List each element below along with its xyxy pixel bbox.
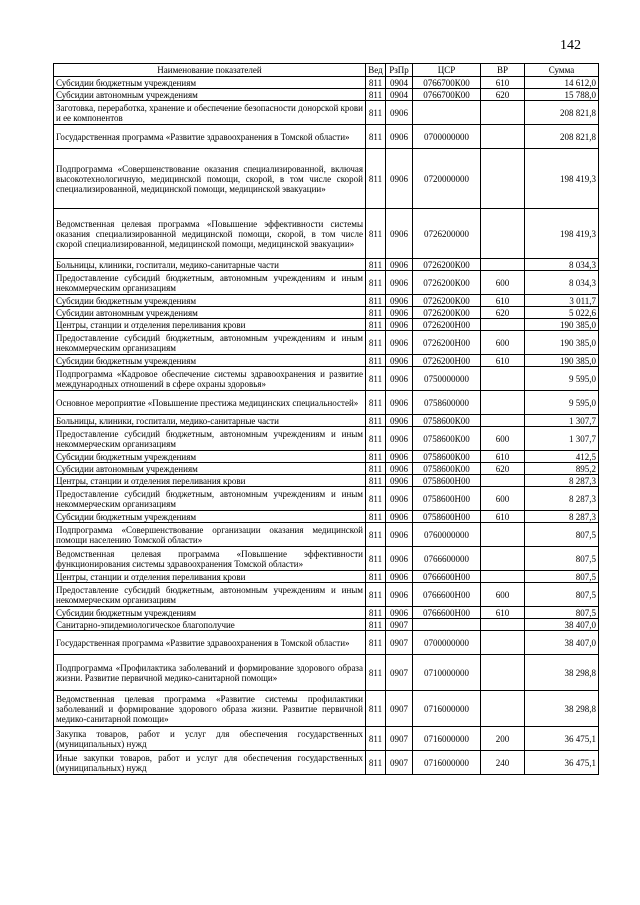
cell-ved: 811 <box>366 125 386 149</box>
cell-sum: 412,5 <box>525 451 599 463</box>
cell-sum: 8 287,3 <box>525 475 599 487</box>
cell-ved: 811 <box>366 319 386 331</box>
table-row <box>54 571 599 583</box>
cell-ved: 811 <box>366 655 386 691</box>
cell-rzpr: 0906 <box>386 475 413 487</box>
table-row <box>54 475 599 487</box>
cell-csr: 0726200Н00 <box>413 331 481 355</box>
cell-ved: 811 <box>366 451 386 463</box>
cell-csr: 0726200К00 <box>413 307 481 319</box>
cell-rzpr: 0906 <box>386 149 413 209</box>
cell-sum: 198 419,3 <box>525 149 599 209</box>
cell-csr: 0710000000 <box>413 655 481 691</box>
cell-name: Центры, станции и отделения переливания крови <box>54 475 366 487</box>
cell-ved: 811 <box>366 295 386 307</box>
cell-ved: 811 <box>366 259 386 271</box>
cell-ved: 811 <box>366 487 386 511</box>
cell-name: Подпрограмма «Совершенствование организации оказания медицинской помощи населению Томской области» <box>54 523 366 547</box>
cell-sum: 190 385,0 <box>525 319 599 331</box>
cell-sum: 190 385,0 <box>525 355 599 367</box>
cell-vr: 610 <box>481 295 525 307</box>
cell-rzpr: 0906 <box>386 451 413 463</box>
cell-ved: 811 <box>366 271 386 295</box>
cell-name: Центры, станции и отделения переливания крови <box>54 571 366 583</box>
cell-csr <box>413 619 481 631</box>
cell-ved: 811 <box>366 631 386 655</box>
cell-sum: 8 034,3 <box>525 259 599 271</box>
cell-ved: 811 <box>366 89 386 101</box>
cell-name: Подпрограмма «Кадровое обеспечение системы здравоохранения и развитие международных отношений в сфере охраны здоровья» <box>54 367 366 391</box>
cell-vr <box>481 547 525 571</box>
cell-sum: 15 788,0 <box>525 89 599 101</box>
cell-csr: 0766700К00 <box>413 89 481 101</box>
cell-rzpr: 0906 <box>386 487 413 511</box>
header-name: Наименование показателей <box>54 64 366 77</box>
cell-ved: 811 <box>366 607 386 619</box>
page-number: 142 <box>560 38 581 53</box>
table-row <box>54 511 599 523</box>
cell-name: Субсидии автономным учреждениям <box>54 463 366 475</box>
cell-ved: 811 <box>366 391 386 415</box>
cell-name: Подпрограмма «Совершенствование оказания специализированной, включая высокотехнологичную, медицинской помощи, скорой, в том числе скорой специализированной, медицинской помощи, медицинской эвакуации» <box>54 149 366 209</box>
cell-ved: 811 <box>366 149 386 209</box>
cell-sum: 807,5 <box>525 547 599 571</box>
cell-ved: 811 <box>366 415 386 427</box>
cell-ved: 811 <box>366 209 386 259</box>
cell-sum: 208 821,8 <box>525 125 599 149</box>
cell-sum: 8 287,3 <box>525 487 599 511</box>
table-row <box>54 367 599 391</box>
cell-rzpr: 0906 <box>386 523 413 547</box>
cell-vr <box>481 259 525 271</box>
table-row <box>54 331 599 355</box>
cell-name: Государственная программа «Развитие здравоохранения в Томской области» <box>54 125 366 149</box>
cell-csr: 0716000000 <box>413 691 481 727</box>
cell-rzpr: 0906 <box>386 583 413 607</box>
cell-ved: 811 <box>366 523 386 547</box>
table-row <box>54 619 599 631</box>
cell-vr: 620 <box>481 463 525 475</box>
cell-csr: 0726200К00 <box>413 271 481 295</box>
cell-rzpr: 0906 <box>386 295 413 307</box>
cell-vr: 610 <box>481 511 525 523</box>
cell-csr <box>413 101 481 125</box>
table-row <box>54 271 599 295</box>
cell-name: Заготовка, переработка, хранение и обеспечение безопасности донорской крови и ее компонентов <box>54 101 366 125</box>
table-row <box>54 691 599 727</box>
table-row <box>54 523 599 547</box>
table-row <box>54 209 599 259</box>
cell-csr: 0726200К00 <box>413 295 481 307</box>
cell-csr: 0726200К00 <box>413 259 481 271</box>
cell-vr: 600 <box>481 271 525 295</box>
cell-ved: 811 <box>366 571 386 583</box>
table-row <box>54 307 599 319</box>
table-row <box>54 89 599 101</box>
table-row <box>54 355 599 367</box>
cell-sum: 3 011,7 <box>525 295 599 307</box>
cell-rzpr: 0906 <box>386 125 413 149</box>
cell-csr: 0700000000 <box>413 631 481 655</box>
cell-sum: 807,5 <box>525 523 599 547</box>
cell-rzpr: 0906 <box>386 271 413 295</box>
cell-csr: 0700000000 <box>413 125 481 149</box>
cell-ved: 811 <box>366 583 386 607</box>
cell-name: Иные закупки товаров, работ и услуг для обеспечения государственных (муниципальных) нужд <box>54 751 366 775</box>
cell-vr <box>481 415 525 427</box>
cell-name: Ведомственная целевая программа «Повышение эффективности функционирования системы здравоохранения Томской области» <box>54 547 366 571</box>
table-row <box>54 547 599 571</box>
cell-rzpr: 0907 <box>386 691 413 727</box>
cell-vr: 600 <box>481 487 525 511</box>
cell-rzpr: 0906 <box>386 547 413 571</box>
cell-ved: 811 <box>366 511 386 523</box>
table-row <box>54 607 599 619</box>
cell-vr <box>481 691 525 727</box>
table-row <box>54 631 599 655</box>
cell-vr: 600 <box>481 427 525 451</box>
cell-name: Закупка товаров, работ и услуг для обеспечения государственных (муниципальных) нужд <box>54 727 366 751</box>
cell-rzpr: 0906 <box>386 391 413 415</box>
cell-vr <box>481 631 525 655</box>
table-row <box>54 295 599 307</box>
cell-name: Центры, станции и отделения переливания крови <box>54 319 366 331</box>
cell-csr: 0766600Н00 <box>413 571 481 583</box>
cell-sum: 9 595,0 <box>525 367 599 391</box>
cell-sum: 190 385,0 <box>525 331 599 355</box>
cell-csr: 0758600000 <box>413 391 481 415</box>
cell-ved: 811 <box>366 355 386 367</box>
cell-vr: 610 <box>481 77 525 89</box>
table-row <box>54 487 599 511</box>
cell-name: Предоставление субсидий бюджетным, автономным учреждениям и иным некоммерческим организациям <box>54 427 366 451</box>
cell-csr: 0766600Н00 <box>413 607 481 619</box>
cell-name: Ведомственная целевая программа «Развитие системы профилактики заболеваний и формирование здорового образа жизни. Развитие первичной медико-санитарной помощи» <box>54 691 366 727</box>
table-row <box>54 727 599 751</box>
cell-rzpr: 0906 <box>386 607 413 619</box>
cell-vr <box>481 619 525 631</box>
cell-rzpr: 0904 <box>386 77 413 89</box>
cell-sum: 14 612,0 <box>525 77 599 89</box>
cell-csr: 0758600К00 <box>413 415 481 427</box>
cell-ved: 811 <box>366 547 386 571</box>
cell-sum: 1 307,7 <box>525 427 599 451</box>
cell-sum: 5 022,6 <box>525 307 599 319</box>
cell-sum: 38 407,0 <box>525 631 599 655</box>
cell-rzpr: 0907 <box>386 631 413 655</box>
cell-csr: 0760000000 <box>413 523 481 547</box>
cell-ved: 811 <box>366 307 386 319</box>
cell-name: Предоставление субсидий бюджетным, автономным учреждениям и иным некоммерческим организациям <box>54 331 366 355</box>
header-csr: ЦСР <box>413 64 481 77</box>
cell-rzpr: 0906 <box>386 319 413 331</box>
cell-name: Предоставление субсидий бюджетным, автономным учреждениям и иным некоммерческим организациям <box>54 271 366 295</box>
cell-csr: 0758600Н00 <box>413 511 481 523</box>
cell-vr <box>481 101 525 125</box>
table-row <box>54 415 599 427</box>
cell-name: Больницы, клиники, госпитали, медико-санитарные части <box>54 415 366 427</box>
cell-csr: 0758600К00 <box>413 451 481 463</box>
cell-vr <box>481 571 525 583</box>
cell-rzpr: 0906 <box>386 259 413 271</box>
cell-sum: 38 298,8 <box>525 655 599 691</box>
table-row <box>54 751 599 775</box>
cell-vr <box>481 475 525 487</box>
header-sum: Сумма <box>525 64 599 77</box>
cell-csr: 0726200Н00 <box>413 355 481 367</box>
cell-name: Предоставление субсидий бюджетным, автономным учреждениям и иным некоммерческим организациям <box>54 487 366 511</box>
cell-csr: 0720000000 <box>413 149 481 209</box>
cell-vr: 620 <box>481 89 525 101</box>
cell-rzpr: 0907 <box>386 727 413 751</box>
cell-rzpr: 0906 <box>386 307 413 319</box>
table-row <box>54 101 599 125</box>
cell-vr: 610 <box>481 451 525 463</box>
cell-name: Субсидии бюджетным учреждениям <box>54 77 366 89</box>
cell-rzpr: 0906 <box>386 463 413 475</box>
cell-name: Субсидии бюджетным учреждениям <box>54 607 366 619</box>
cell-sum: 8 034,3 <box>525 271 599 295</box>
cell-sum: 198 419,3 <box>525 209 599 259</box>
table-row <box>54 427 599 451</box>
cell-vr: 200 <box>481 727 525 751</box>
table-header-row <box>54 64 599 77</box>
cell-vr: 240 <box>481 751 525 775</box>
cell-name: Больницы, клиники, госпитали, медико-санитарные части <box>54 259 366 271</box>
cell-vr <box>481 209 525 259</box>
cell-ved: 811 <box>366 427 386 451</box>
cell-csr: 0766600Н00 <box>413 583 481 607</box>
cell-name: Субсидии бюджетным учреждениям <box>54 451 366 463</box>
cell-name: Предоставление субсидий бюджетным, автономным учреждениям и иным некоммерческим организациям <box>54 583 366 607</box>
cell-vr: 610 <box>481 355 525 367</box>
cell-rzpr: 0906 <box>386 101 413 125</box>
cell-sum: 38 298,8 <box>525 691 599 727</box>
cell-rzpr: 0906 <box>386 511 413 523</box>
cell-rzpr: 0907 <box>386 619 413 631</box>
cell-vr: 600 <box>481 583 525 607</box>
table-row <box>54 451 599 463</box>
cell-sum: 8 287,3 <box>525 511 599 523</box>
cell-sum: 807,5 <box>525 583 599 607</box>
cell-ved: 811 <box>366 77 386 89</box>
header-vr: ВР <box>481 64 525 77</box>
cell-name: Государственная программа «Развитие здравоохранения в Томской области» <box>54 631 366 655</box>
cell-sum: 895,2 <box>525 463 599 475</box>
cell-name: Субсидии автономным учреждениям <box>54 307 366 319</box>
cell-ved: 811 <box>366 331 386 355</box>
cell-ved: 811 <box>366 367 386 391</box>
cell-vr <box>481 367 525 391</box>
cell-name: Субсидии бюджетным учреждениям <box>54 295 366 307</box>
cell-csr: 0758600К00 <box>413 427 481 451</box>
budget-table <box>53 63 599 775</box>
cell-rzpr: 0906 <box>386 209 413 259</box>
cell-csr: 0758600Н00 <box>413 475 481 487</box>
cell-vr: 610 <box>481 607 525 619</box>
cell-rzpr: 0904 <box>386 89 413 101</box>
cell-csr: 0758600К00 <box>413 463 481 475</box>
cell-name: Подпрограмма «Профилактика заболеваний и формирование здорового образа жизни. Развитие первичной медико-санитарной помощи» <box>54 655 366 691</box>
table-row <box>54 391 599 415</box>
cell-name: Ведомственная целевая программа «Повышение эффективности системы оказания специализированной медицинской помощи, скорой, в том числе скорой специализированной, медицинской помощи, медицинской эвакуации» <box>54 209 366 259</box>
cell-ved: 811 <box>366 691 386 727</box>
cell-rzpr: 0907 <box>386 655 413 691</box>
cell-name: Субсидии бюджетным учреждениям <box>54 511 366 523</box>
cell-sum: 36 475,1 <box>525 751 599 775</box>
cell-rzpr: 0906 <box>386 427 413 451</box>
cell-csr: 0766600000 <box>413 547 481 571</box>
cell-sum: 38 407,0 <box>525 619 599 631</box>
cell-name: Субсидии бюджетным учреждениям <box>54 355 366 367</box>
cell-ved: 811 <box>366 475 386 487</box>
cell-vr <box>481 391 525 415</box>
cell-vr <box>481 319 525 331</box>
cell-csr: 0726200Н00 <box>413 319 481 331</box>
cell-vr: 620 <box>481 307 525 319</box>
table-row <box>54 583 599 607</box>
cell-ved: 811 <box>366 727 386 751</box>
cell-rzpr: 0906 <box>386 367 413 391</box>
cell-sum: 1 307,7 <box>525 415 599 427</box>
cell-rzpr: 0906 <box>386 415 413 427</box>
cell-ved: 811 <box>366 619 386 631</box>
cell-csr: 0726200000 <box>413 209 481 259</box>
table-row <box>54 149 599 209</box>
cell-ved: 811 <box>366 463 386 475</box>
table-row <box>54 463 599 475</box>
cell-csr: 0716000000 <box>413 751 481 775</box>
cell-ved: 811 <box>366 751 386 775</box>
cell-csr: 0750000000 <box>413 367 481 391</box>
cell-vr <box>481 523 525 547</box>
cell-rzpr: 0906 <box>386 355 413 367</box>
cell-vr <box>481 149 525 209</box>
cell-sum: 9 595,0 <box>525 391 599 415</box>
table-row <box>54 125 599 149</box>
cell-name: Санитарно-эпидемиологическое благополучие <box>54 619 366 631</box>
cell-sum: 807,5 <box>525 607 599 619</box>
cell-vr: 600 <box>481 331 525 355</box>
table-row <box>54 259 599 271</box>
cell-rzpr: 0907 <box>386 751 413 775</box>
cell-name: Субсидии автономным учреждениям <box>54 89 366 101</box>
cell-vr <box>481 125 525 149</box>
table-row <box>54 319 599 331</box>
cell-csr: 0758600Н00 <box>413 487 481 511</box>
cell-csr: 0716000000 <box>413 727 481 751</box>
cell-rzpr: 0906 <box>386 571 413 583</box>
cell-csr: 0766700К00 <box>413 77 481 89</box>
cell-name: Основное мероприятие «Повышение престижа медицинских специальностей» <box>54 391 366 415</box>
cell-sum: 807,5 <box>525 571 599 583</box>
cell-rzpr: 0906 <box>386 331 413 355</box>
header-ved: Вед <box>366 64 386 77</box>
cell-sum: 208 821,8 <box>525 101 599 125</box>
table-row <box>54 655 599 691</box>
cell-vr <box>481 655 525 691</box>
cell-ved: 811 <box>366 101 386 125</box>
table-row <box>54 77 599 89</box>
cell-sum: 36 475,1 <box>525 727 599 751</box>
header-rzpr: РзПр <box>386 64 413 77</box>
